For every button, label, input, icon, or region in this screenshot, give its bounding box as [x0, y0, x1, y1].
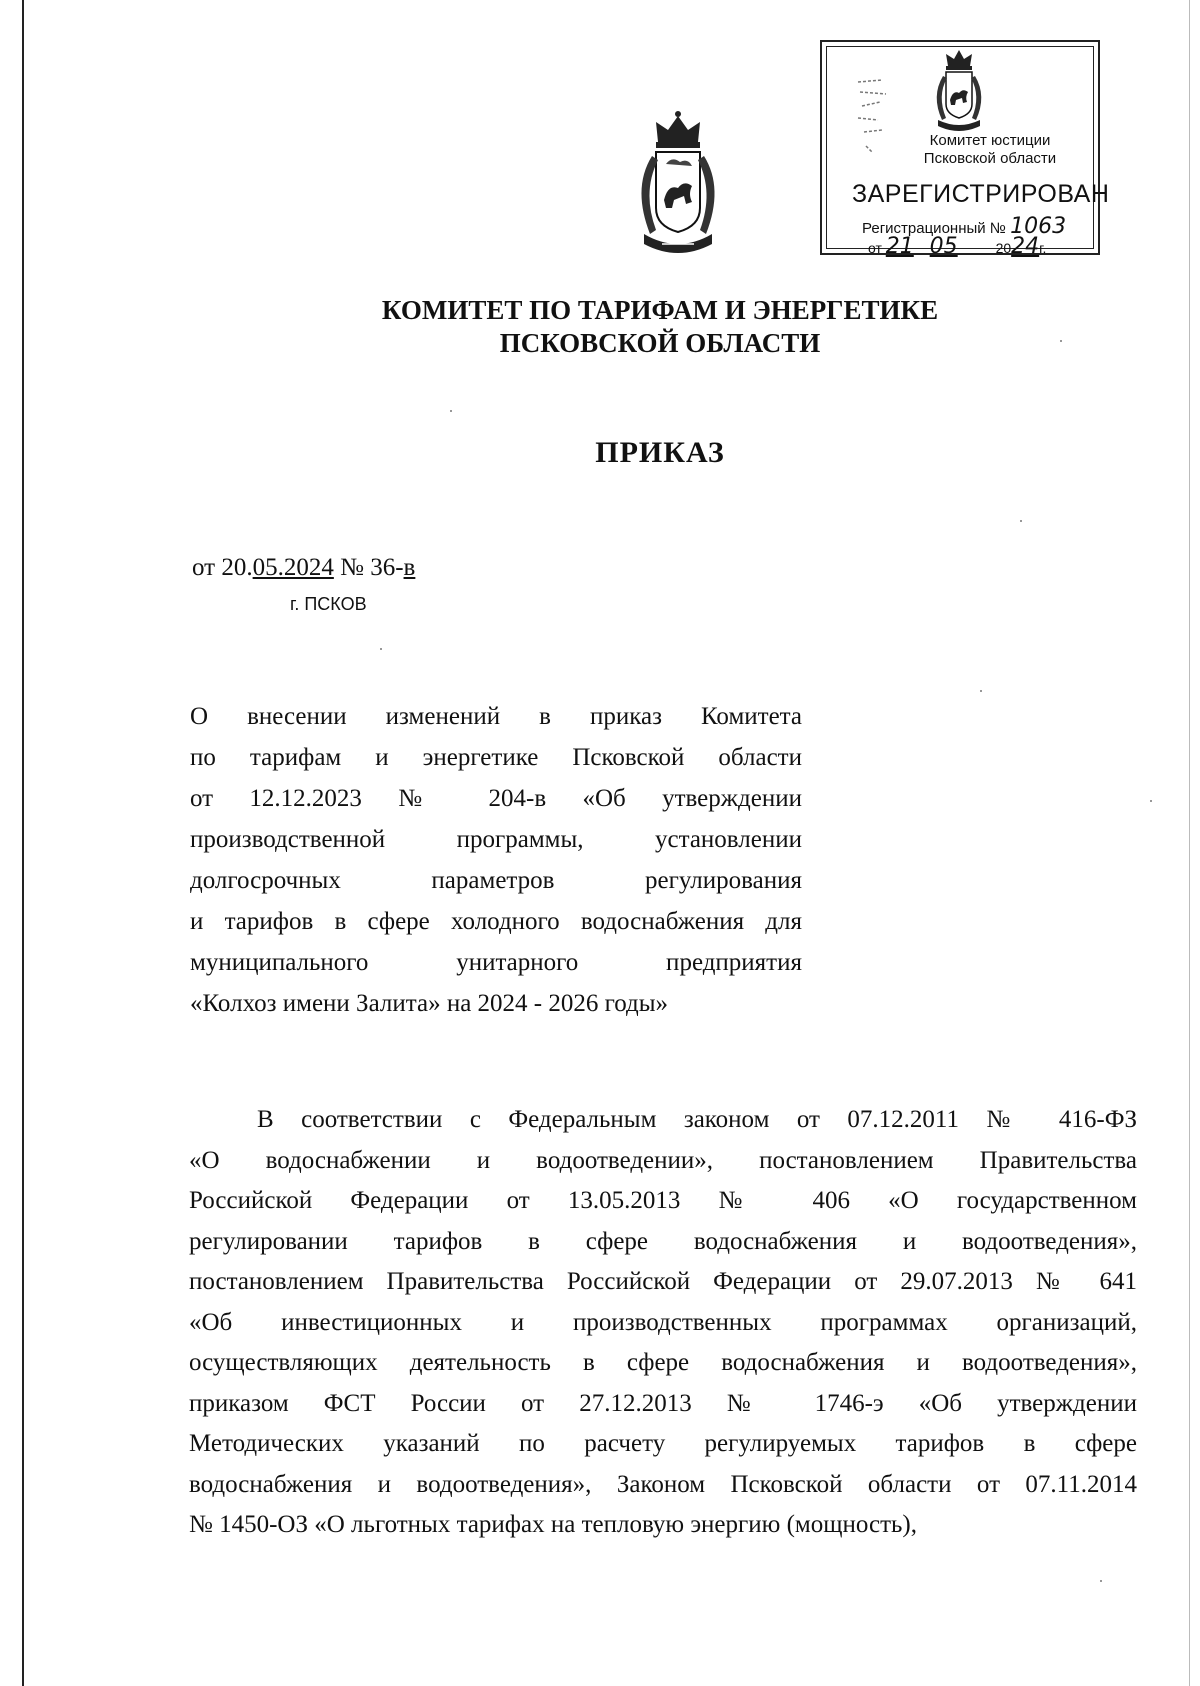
stamp-date-day: 21 — [885, 234, 914, 259]
page-left-edge — [22, 0, 24, 1686]
organization-title-line-2: ПСКОВСКОЙ ОБЛАСТИ — [499, 328, 821, 358]
subject-line: «Колхоз имени Залита» на 2024 - 2026 годы» — [190, 990, 669, 1017]
scan-speck — [380, 648, 382, 650]
body-line: № 1450-ОЗ «О льготных тарифах на тепловую энергию (мощность), — [189, 1511, 917, 1538]
order-date-number — [192, 554, 415, 582]
organization-title — [0, 294, 1200, 360]
order-date-underlined: 05.2024 — [252, 554, 334, 581]
page-right-edge — [1189, 0, 1190, 1686]
subject-line: производственной программы, установлении — [190, 826, 802, 853]
body-line: В соответствии с Федеральным законом от 07.12.2011 № 416-ФЗ — [257, 1106, 1137, 1133]
order-city: г. ПСКОВ — [290, 594, 367, 614]
order-date-prefix: от 20. — [192, 554, 253, 581]
stamp-date-row — [822, 234, 1098, 259]
order-subject — [190, 696, 802, 1024]
order-body — [189, 1100, 1137, 1546]
stamp-date-year-prefix: 20 — [995, 240, 1012, 256]
order-number-suffix: в — [403, 554, 416, 581]
stamp-date-month: 05 — [929, 234, 958, 259]
stamp-date-suffix: г. — [1039, 240, 1047, 256]
body-line: «О водоснабжении и водоотведении», постановлением Правительства — [189, 1146, 1137, 1174]
scan-speck — [1150, 800, 1152, 802]
stamp-reg-label: Регистрационный № — [862, 220, 1006, 237]
document-type-heading: ПРИКАЗ — [595, 436, 725, 469]
subject-line: долгосрочных параметров регулирования — [190, 867, 802, 894]
organization-title-line-1: КОМИТЕТ ПО ТАРИФАМ И ЭНЕРГЕТИКЕ — [381, 295, 939, 325]
body-line: осуществляющих деятельность в сфере водоснабжения и водоотведения», — [189, 1349, 1137, 1376]
body-line: регулировании тарифов в сфере водоснабжения и водоотведения», — [189, 1227, 1137, 1255]
order-number-prefix: № 36- — [333, 554, 404, 581]
stamp-coat-of-arms-icon — [926, 48, 992, 134]
registration-stamp — [820, 40, 1110, 259]
coat-of-arms-emblem — [622, 108, 734, 262]
stamp-reg-number: 1063 — [1010, 214, 1067, 239]
subject-line: О внесении изменений в приказ Комитета — [190, 703, 802, 730]
stamp-status: ЗАРЕГИСТРИРОВАН — [852, 180, 1110, 208]
scan-speck — [1060, 340, 1062, 342]
subject-line: от 12.12.2023 № 204-в «Об утверждении — [190, 785, 802, 812]
subject-line: муниципального унитарного предприятия — [190, 949, 802, 976]
body-line: приказом ФСТ России от 27.12.2013 № 1746-э «Об утверждении — [189, 1389, 1137, 1417]
scan-speck — [1100, 1580, 1102, 1582]
body-line: водоснабжения и водоотведения», Законом Псковской области от 07.11.2014 — [189, 1470, 1137, 1498]
scan-speck — [1020, 520, 1022, 522]
stamp-date-prefix: от — [868, 240, 882, 256]
scan-speck — [450, 410, 452, 412]
stamp-org-line-2: Псковской области — [923, 150, 1057, 167]
body-line: Методических указаний по расчету регулируемых тарифов в сфере — [189, 1430, 1137, 1457]
body-line: «Об инвестиционных и производственных программах организаций, — [189, 1308, 1137, 1336]
subject-line: и тарифов в сфере холодного водоснабжения для — [190, 908, 802, 935]
body-line: постановлением Правительства Российской Федерации от 29.07.2013 № 641 — [189, 1268, 1137, 1295]
subject-line: по тарифам и энергетике Псковской области — [190, 744, 802, 771]
scan-speck — [980, 690, 982, 692]
body-line: Российской Федерации от 13.05.2013 № 406 «О государственном — [189, 1187, 1137, 1214]
stamp-date-year-suffix: 24 — [1011, 234, 1040, 259]
stamp-org-line-1: Комитет юстиции — [929, 132, 1051, 149]
